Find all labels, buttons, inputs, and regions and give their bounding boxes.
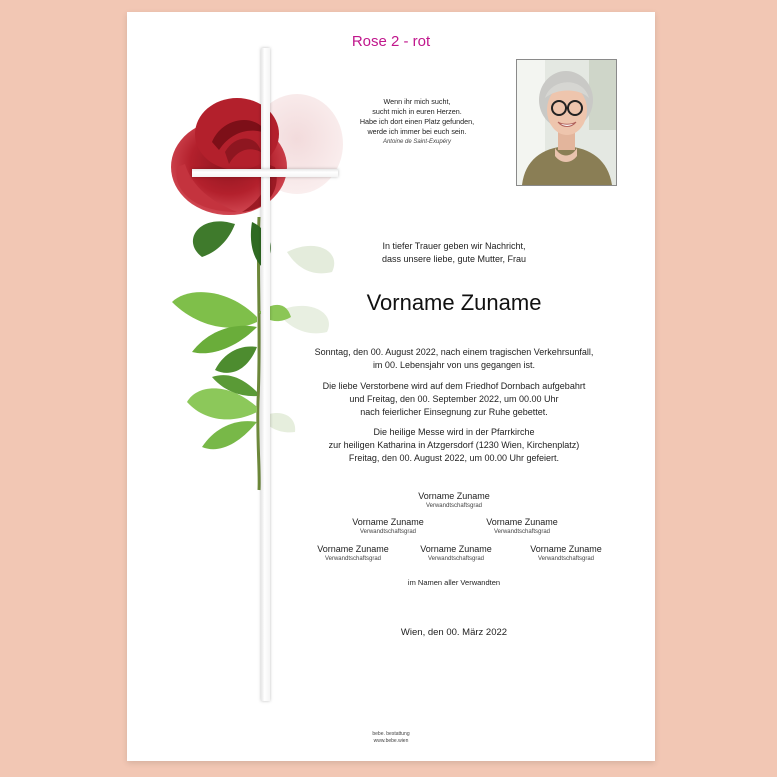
relative-entry xyxy=(399,491,509,510)
paragraph-line: zur heiligen Katharina in Atzgersdorf (1230 Wien, Kirchenplatz) xyxy=(328,440,580,450)
relative-relation: Verwandtschaftsgrad xyxy=(425,503,483,509)
cross-vertical-beam xyxy=(261,48,270,701)
relative-relation: Verwandtschaftsgrad xyxy=(359,529,417,535)
paragraph-line: nach feierlicher Einsegnung zur Ruhe gebettet. xyxy=(360,407,548,417)
intro-line: dass unsere liebe, gute Mutter, Frau xyxy=(381,254,527,264)
obituary-sheet xyxy=(127,12,655,761)
paragraph-line: und Freitag, den 00. September 2022, um 00.00 Uhr xyxy=(349,394,559,404)
quote-line: werde ich immer bei euch sein. xyxy=(367,127,467,136)
relative-name: Vorname Zuname xyxy=(486,517,558,527)
cross-horizontal-beam xyxy=(192,169,338,177)
place-date: Wien, den 00. März 2022 xyxy=(400,627,508,638)
relative-relation: Verwandtschaftsgrad xyxy=(537,556,595,562)
quote-line: Wenn ihr mich sucht, xyxy=(383,97,451,106)
quote-block xyxy=(317,97,517,147)
burial-paragraph xyxy=(287,380,621,419)
relative-name: Vorname Zuname xyxy=(317,544,389,554)
relative-entry xyxy=(298,544,408,563)
relative-name: Vorname Zuname xyxy=(418,491,490,501)
relative-entry xyxy=(511,544,621,563)
paragraph-line: Sonntag, den 00. August 2022, nach einem tragischen Verkehrsunfall, xyxy=(314,347,594,357)
paragraph-line: Freitag, den 00. August 2022, um 00.00 Uhr gefeiert. xyxy=(348,453,560,463)
design-title: Rose 2 - rot xyxy=(351,33,431,50)
portrait-photo xyxy=(516,59,617,186)
footer xyxy=(127,731,655,745)
relative-relation: Verwandtschaftsgrad xyxy=(427,556,485,562)
relative-relation: Verwandtschaftsgrad xyxy=(493,529,551,535)
relative-name: Vorname Zuname xyxy=(530,544,602,554)
footer-company: bebe. bestattung xyxy=(372,731,410,737)
mass-paragraph xyxy=(287,426,621,465)
relative-relation: Verwandtschaftsgrad xyxy=(324,556,382,562)
quote-author: Antoine de Saint-Exupéry xyxy=(382,139,452,145)
footer-website: www.bebe.wien xyxy=(373,738,409,744)
relative-name: Vorname Zuname xyxy=(352,517,424,527)
paragraph-line: Die heilige Messe wird in der Pfarrkirche xyxy=(373,427,535,437)
intro-line: In tiefer Trauer geben wir Nachricht, xyxy=(382,241,526,251)
relative-entry xyxy=(333,517,443,536)
quote-line: sucht mich in euren Herzen. xyxy=(372,107,462,116)
relative-entry xyxy=(401,544,511,563)
paragraph-line: Die liebe Verstorbene wird auf dem Friedhof Dornbach aufgebahrt xyxy=(322,381,586,391)
quote-line: Habe ich dort einen Platz gefunden, xyxy=(359,117,475,126)
relative-name: Vorname Zuname xyxy=(420,544,492,554)
deceased-name: Vorname Zuname xyxy=(366,290,542,315)
intro-text xyxy=(287,240,621,266)
relative-entry xyxy=(467,517,577,536)
paragraph-line: im 00. Lebensjahr von uns gegangen ist. xyxy=(372,360,536,370)
on-behalf-text: im Namen aller Verwandten xyxy=(407,578,501,587)
death-notice-paragraph xyxy=(287,346,621,372)
portrait-photo-icon xyxy=(517,60,616,185)
